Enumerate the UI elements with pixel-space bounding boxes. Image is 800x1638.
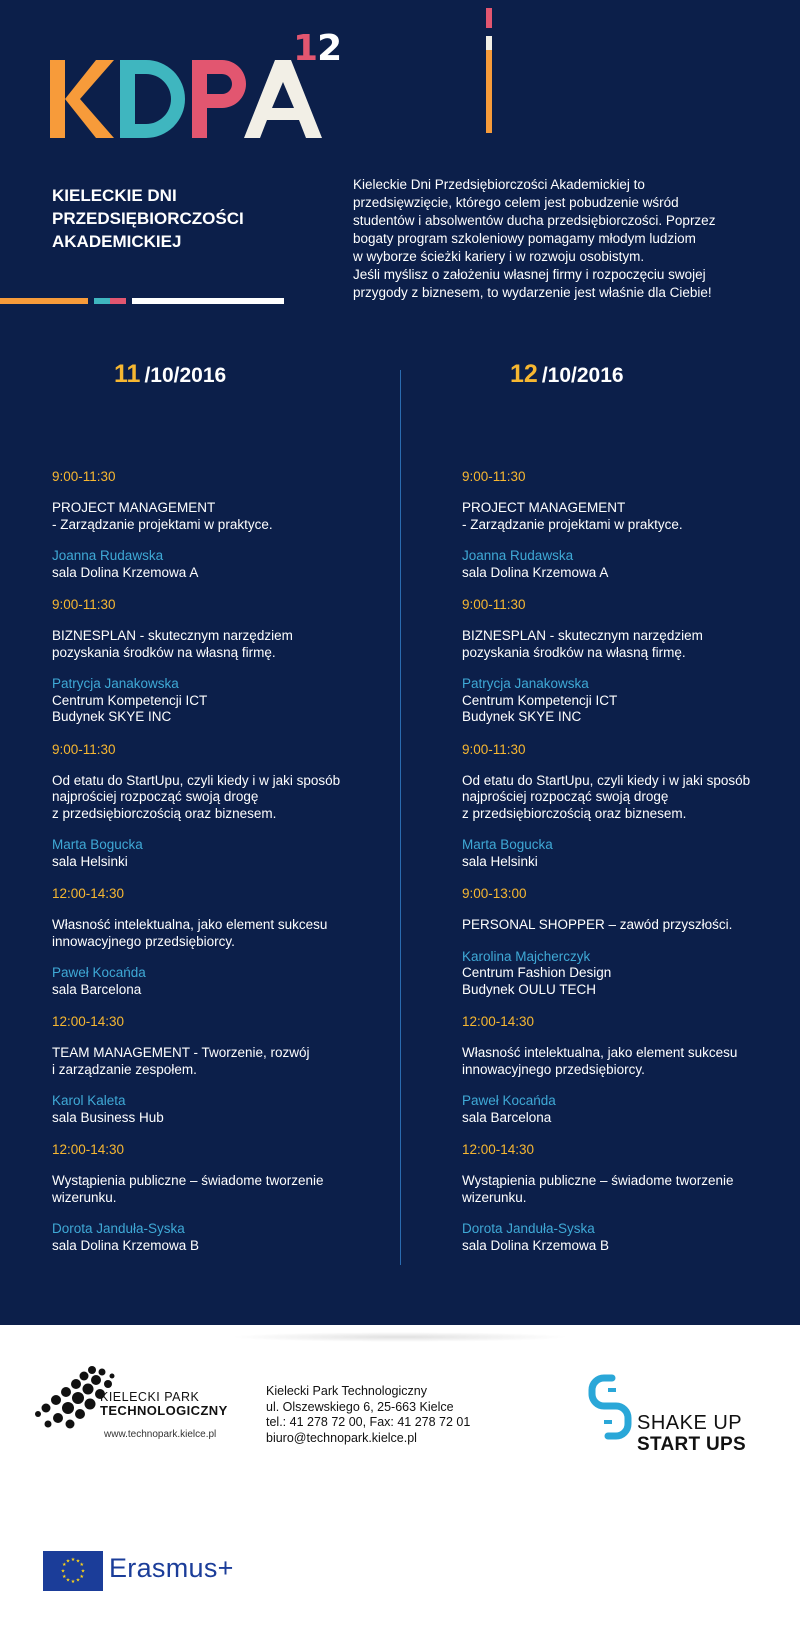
session-room: [52, 1238, 382, 1255]
svg-text:★: ★: [79, 1562, 84, 1568]
title-line: KIELECKIE DNI: [52, 186, 177, 205]
session-topic-line: PROJECT MANAGEMENT: [462, 500, 626, 515]
description-line: w wyborze ścieżki kariery i w rozwoju osobistym.: [353, 249, 645, 264]
session-topic-line: wizerunku.: [52, 1189, 117, 1205]
session-time: 9:00-11:30: [52, 741, 116, 757]
schedule-item: [52, 468, 382, 581]
session-speaker: Dorota Janduła-Syska: [462, 1221, 595, 1236]
session-topic-line: BIZNESPLAN - skutecznym narzędziem: [462, 628, 703, 643]
session-time: 9:00-11:30: [462, 741, 526, 757]
contact-info: [266, 1384, 470, 1446]
session-room-line: sala Barcelona: [52, 981, 142, 997]
day-1-schedule: [52, 468, 382, 1269]
svg-text:★: ★: [75, 1577, 81, 1584]
description-line: Kieleckie Dni Przedsiębiorczości Akademickiej to: [353, 177, 645, 192]
event-description: [353, 176, 753, 302]
event-title: [52, 184, 312, 253]
footer-shadow: [230, 1332, 570, 1342]
day-1-date: /10/2016: [144, 364, 227, 387]
kdpa-logo-edition: 12: [293, 28, 342, 69]
kielecki-park-name: [100, 1390, 228, 1418]
session-topic-line: - Zarządzanie projektami w praktyce.: [52, 516, 273, 532]
session-time: 12:00-14:30: [52, 886, 125, 901]
session-time: 9:00-13:00: [462, 886, 527, 901]
session-time: 9:00-11:30: [462, 597, 526, 612]
session-topic-line: Od etatu do StartUpu, czyli kiedy i w jaki sposób: [462, 772, 751, 788]
session-topic: [52, 628, 382, 661]
contact-line: ul. Olszewskiego 6, 25-663 Kielce: [266, 1399, 454, 1414]
session-speaker: Karolina Majcherczyk: [462, 948, 591, 964]
erasmus-logo-text: Erasmus+: [109, 1553, 234, 1583]
session-room: [462, 1238, 792, 1255]
session-topic: [462, 500, 792, 533]
session-speaker: Marta Bogucka: [52, 837, 143, 852]
description-line: studentów i absolwentów ducha przedsiębiorczości. Poprzez: [353, 213, 716, 228]
session-topic-line: BIZNESPLAN - skutecznym narzędziem: [52, 628, 293, 643]
session-time: 12:00-14:30: [462, 1142, 535, 1157]
svg-text:★: ★: [75, 1558, 81, 1565]
schedule-item: [52, 596, 382, 726]
session-topic-line: pozyskania środków na własną firmę.: [52, 644, 276, 660]
column-divider: [400, 370, 401, 1265]
svg-text:★: ★: [80, 1568, 86, 1575]
schedule-item: [462, 596, 792, 726]
session-topic: [52, 917, 382, 950]
schedule-item: [462, 885, 792, 998]
schedule-item: [462, 1013, 792, 1126]
session-topic: [462, 628, 792, 661]
session-topic-line: Wystąpienia publiczne – świadome tworzenie: [462, 1173, 734, 1188]
session-time: 9:00-11:30: [52, 597, 116, 612]
session-topic: [462, 917, 792, 934]
session-topic-line: najprościej rozpocząć swoją drogę: [52, 789, 259, 804]
schedule-item: [52, 741, 382, 871]
session-topic-line: pozyskania środków na własną firmę.: [462, 644, 686, 660]
session-room-line: Centrum Kompetencji ICT: [462, 692, 618, 708]
title-line: PRZEDSIĘBIORCZOŚCI: [52, 209, 244, 228]
description-line: przedsięwzięcie, którego celem jest pobudzenie wśród: [353, 195, 679, 210]
session-room-line: sala Helsinki: [52, 853, 128, 869]
session-room: [52, 565, 382, 582]
session-room: [52, 854, 382, 871]
session-topic-line: Własność intelektualna, jako element sukcesu: [462, 1045, 738, 1060]
session-room-line: sala Business Hub: [52, 1109, 164, 1125]
contact-line: tel.: 41 278 72 00, Fax: 41 278 72 01: [266, 1415, 471, 1429]
session-room-line: Budynek OULU TECH: [462, 981, 597, 997]
session-speaker: Patrycja Janakowska: [462, 676, 589, 691]
description-line: bogaty program szkoleniowy pomagamy młodym ludziom: [353, 231, 696, 246]
svg-text:★: ★: [70, 1557, 76, 1563]
session-topic-line: PROJECT MANAGEMENT: [52, 500, 216, 515]
session-topic-line: innowacyjnego przedsiębiorcy.: [462, 1061, 645, 1077]
session-speaker: Patrycja Janakowska: [52, 676, 179, 691]
session-topic: [462, 773, 792, 823]
svg-text:★: ★: [60, 1568, 66, 1575]
kielecki-park-line1: KIELECKI PARK: [100, 1390, 200, 1404]
session-speaker: Joanna Rudawska: [462, 548, 574, 563]
session-room-line: sala Dolina Krzemowa A: [462, 564, 609, 580]
svg-text:★: ★: [62, 1562, 67, 1568]
day-2-number: 12: [510, 360, 538, 388]
svg-text:★: ★: [65, 1558, 71, 1565]
schedule-item: [462, 468, 792, 581]
session-topic-line: PERSONAL SHOPPER – zawód przyszłości.: [462, 917, 733, 932]
kielecki-park-line2: TECHNOLOGICZNY: [100, 1403, 228, 1418]
session-topic: [462, 1173, 792, 1206]
session-topic: [462, 1045, 792, 1078]
schedule-item: [52, 1013, 382, 1126]
session-room: [462, 854, 792, 871]
schedule-item: [52, 1141, 382, 1254]
kielecki-park-website: www.technopark.kielce.pl: [104, 1429, 217, 1440]
session-room: [462, 565, 792, 582]
description-line: Jeśli myślisz o założeniu własnej firmy i rozpoczęciu swojej: [353, 267, 706, 282]
session-room: [52, 982, 382, 999]
session-room-line: sala Dolina Krzemowa B: [462, 1237, 610, 1253]
session-speaker: Paweł Kocańda: [52, 965, 146, 980]
decorative-vertical-bar: [486, 8, 492, 133]
session-topic-line: - Zarządzanie projektami w praktyce.: [462, 516, 683, 532]
day-1-number: 11: [114, 360, 141, 388]
session-room-line: Budynek SKYE INC: [462, 709, 582, 724]
contact-line: Kielecki Park Technologiczny: [266, 1384, 427, 1398]
decorative-stripe: [0, 298, 290, 304]
session-topic-line: z przedsiębiorczością oraz biznesem.: [462, 805, 687, 821]
shake-up-start-ups-logo: [637, 1413, 746, 1455]
session-speaker: Marta Bogucka: [462, 837, 553, 852]
session-room: [462, 965, 792, 998]
session-topic-line: Własność intelektualna, jako element sukcesu: [52, 917, 328, 932]
session-room-line: sala Barcelona: [462, 1109, 552, 1125]
session-time: 12:00-14:30: [52, 1142, 125, 1157]
description-line: przygody z biznesem, to wydarzenie jest właśnie dla Ciebie!: [353, 285, 712, 300]
session-speaker: Karol Kaleta: [52, 1093, 126, 1108]
session-topic: [52, 773, 382, 823]
session-room-line: Centrum Fashion Design: [462, 965, 612, 980]
session-time: 9:00-11:30: [52, 469, 116, 484]
session-time: 12:00-14:30: [462, 1014, 535, 1029]
schedule-item: [462, 1141, 792, 1254]
schedule-item: [52, 885, 382, 998]
day-2-schedule: [462, 468, 792, 1269]
session-room-line: sala Dolina Krzemowa B: [52, 1237, 200, 1253]
session-topic-line: TEAM MANAGEMENT - Tworzenie, rozwój: [52, 1045, 310, 1060]
session-time: 9:00-11:30: [462, 469, 526, 484]
shake-up-line1: SHAKE UP: [637, 1412, 743, 1434]
contact-line: biuro@technopark.kielce.pl: [266, 1430, 417, 1445]
title-line: AKADEMICKIEJ: [52, 232, 182, 251]
session-room-line: Centrum Kompetencji ICT: [52, 692, 208, 708]
session-topic-line: i zarządzanie zespołem.: [52, 1061, 197, 1077]
session-room-line: sala Dolina Krzemowa A: [52, 564, 199, 580]
session-topic: [52, 1045, 382, 1078]
svg-text:★: ★: [65, 1577, 71, 1584]
session-room-line: Budynek SKYE INC: [52, 709, 172, 724]
session-topic-line: Wystąpienia publiczne – świadome tworzenie: [52, 1173, 324, 1188]
session-topic-line: Od etatu do StartUpu, czyli kiedy i w jaki sposób: [52, 772, 341, 788]
session-speaker: Joanna Rudawska: [52, 548, 164, 563]
schedule-item: [462, 741, 792, 871]
session-time: 12:00-14:30: [52, 1014, 125, 1029]
shake-up-line2: START UPS: [637, 1434, 746, 1455]
day-2-date: /10/2016: [541, 364, 624, 387]
session-speaker: Paweł Kocańda: [462, 1093, 556, 1108]
session-speaker: Dorota Janduła-Syska: [52, 1221, 185, 1236]
svg-text:★: ★: [79, 1574, 84, 1580]
session-topic: [52, 500, 382, 533]
svg-text:★: ★: [70, 1579, 76, 1585]
svg-text:★: ★: [62, 1574, 67, 1580]
session-topic-line: najprościej rozpocząć swoją drogę: [462, 789, 669, 804]
session-room: [52, 693, 382, 726]
session-room: [52, 1110, 382, 1127]
session-topic-line: z przedsiębiorczością oraz biznesem.: [52, 805, 277, 821]
session-room: [462, 693, 792, 726]
day-1-heading: [114, 360, 226, 389]
session-room-line: sala Helsinki: [462, 853, 538, 869]
day-2-heading: [510, 360, 624, 389]
session-room: [462, 1110, 792, 1127]
eu-flag-icon: [43, 1551, 103, 1591]
session-topic: [52, 1173, 382, 1206]
session-topic-line: innowacyjnego przedsiębiorcy.: [52, 933, 235, 949]
session-topic-line: wizerunku.: [462, 1189, 527, 1205]
